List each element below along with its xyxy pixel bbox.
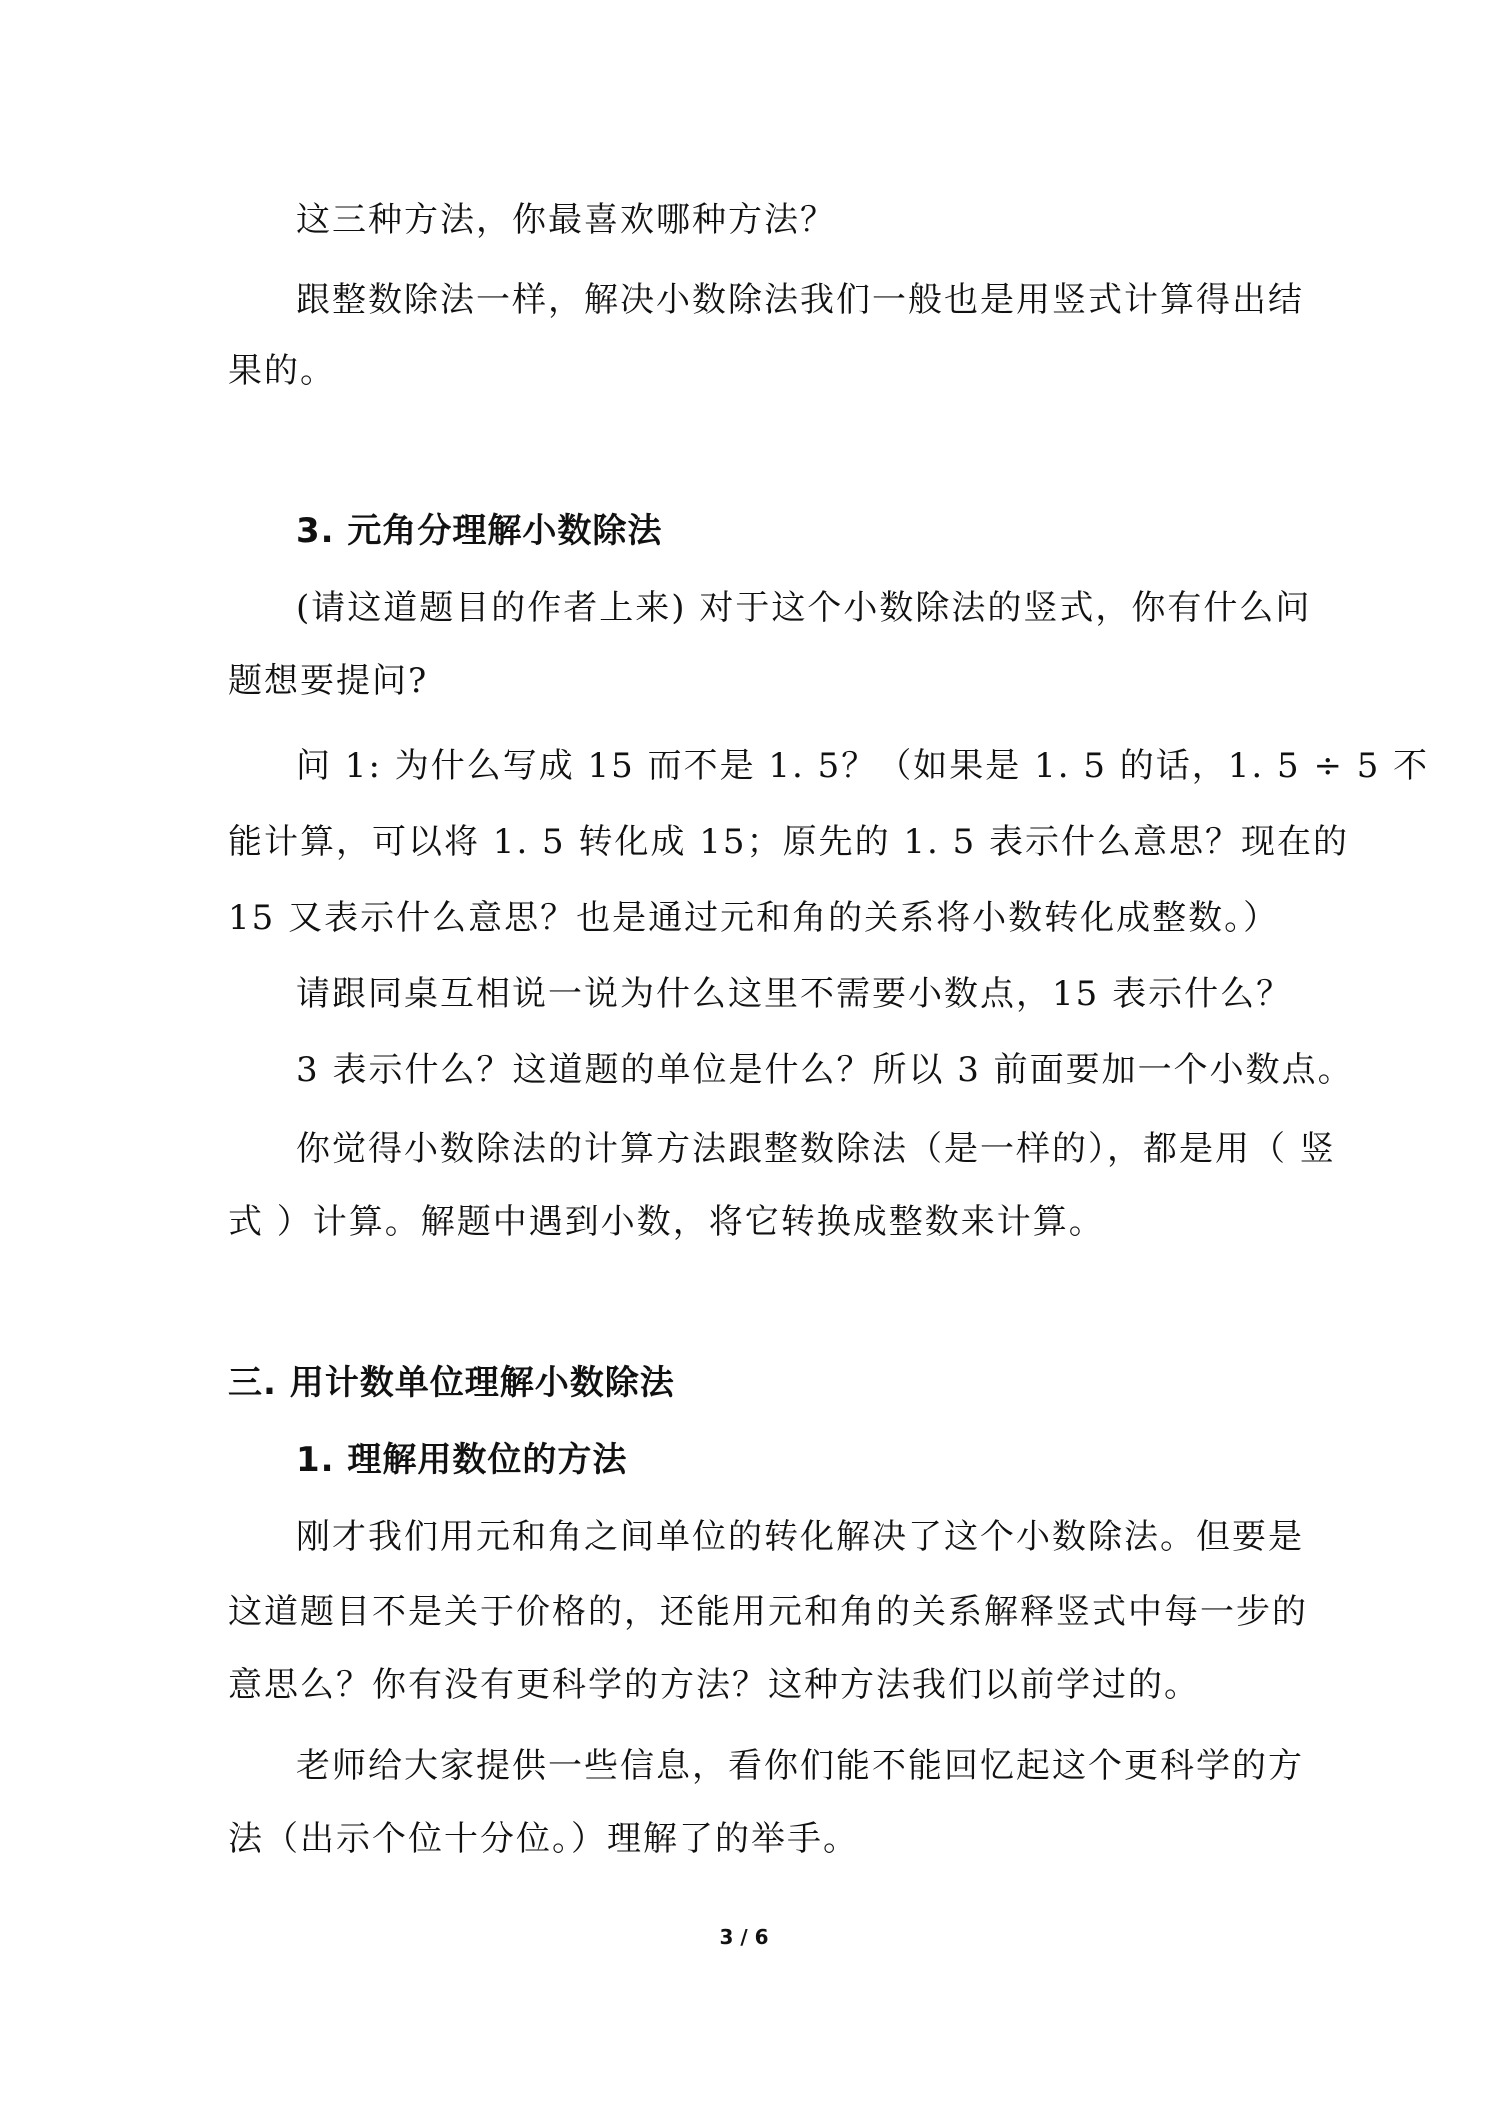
paragraph-line: 你觉得小数除法的计算方法跟整数除法（是一样的），都是用（ 竖 xyxy=(296,1129,1336,1169)
subsection-heading: 3. 元角分理解小数除法 xyxy=(296,511,663,551)
paragraph-line: 问 1: 为什么写成 15 而不是 1. 5？（如果是 1. 5 的话，1. 5 ÷ 5 不 xyxy=(296,746,1430,786)
paragraph-line: 老师给大家提供一些信息，看你们能不能回忆起这个更科学的方 xyxy=(296,1746,1304,1786)
paragraph-line: 题想要提问? xyxy=(228,661,429,701)
paragraph-line: 果的。 xyxy=(228,351,336,391)
paragraph-line: 跟整数除法一样，解决小数除法我们一般也是用竖式计算得出结 xyxy=(296,280,1304,320)
paragraph-line: 3 表示什么？这道题的单位是什么？所以 3 前面要加一个小数点。 xyxy=(296,1050,1354,1090)
paragraph-line: 这三种方法，你最喜欢哪种方法？ xyxy=(296,200,836,240)
paragraph-line: 15 又表示什么意思？也是通过元和角的关系将小数转化成整数。） xyxy=(228,898,1280,938)
paragraph-line: (请这道题目的作者上来) 对于这个小数除法的竖式，你有什么问 xyxy=(296,588,1312,628)
paragraph-line: 这道题目不是关于价格的，还能用元和角的关系解释竖式中每一步的 xyxy=(228,1592,1308,1632)
paragraph-line: 能计算，可以将 1. 5 转化成 15；原先的 1. 5 表示什么意思？现在的 xyxy=(228,822,1350,862)
paragraph-line: 法（出示个位十分位。）理解了的举手。 xyxy=(228,1819,859,1859)
paragraph-line: 请跟同桌互相说一说为什么这里不需要小数点，15 表示什么？ xyxy=(296,974,1293,1014)
page-number: 3 / 6 xyxy=(719,1925,769,1949)
section-heading: 三. 用计数单位理解小数除法 xyxy=(228,1363,675,1403)
paragraph-line: 式 ）计算。解题中遇到小数，将它转换成整数来计算。 xyxy=(228,1202,1105,1242)
paragraph-line: 意思么？你有没有更科学的方法？这种方法我们以前学过的。 xyxy=(228,1665,1200,1705)
subsection-heading: 1. 理解用数位的方法 xyxy=(296,1440,628,1480)
paragraph-line: 刚才我们用元和角之间单位的转化解决了这个小数除法。但要是 xyxy=(296,1517,1304,1557)
